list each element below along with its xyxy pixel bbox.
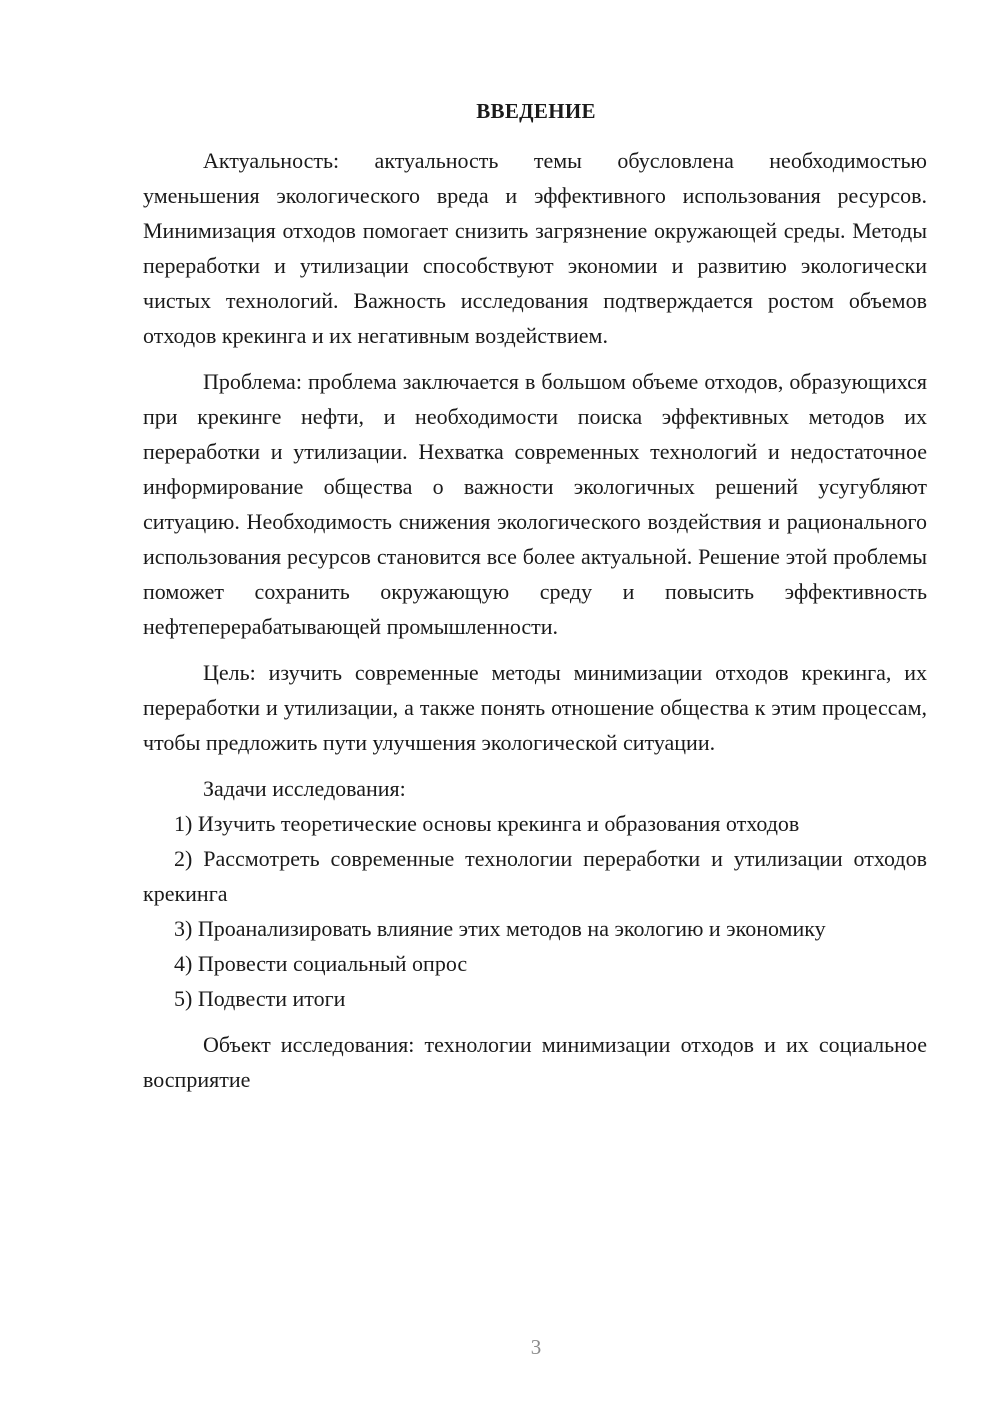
list-item: 4) Провести социальный опрос (174, 951, 468, 976)
paragraph-problem: Проблема: проблема заключается в большом объеме отходов, образующихся при крекинге нефти, и необходимости поиска эффективных методов их переработки и утилизации. Нехватка современных технологий и недостаточное информирование общества о важности экологичных решений усугубляют ситуацию. Необходимость снижения экологического воздействия и рационального использования ресурсов становится все более актуальной. Решение этой проблемы поможет сохранить окружающую среду и повысить эффективность нефтеперерабатывающей промышленности. (143, 369, 927, 639)
tasks-heading: Задачи исследования: (203, 776, 406, 801)
list-item: 3) Проанализировать влияние этих методов на экологию и экономику (174, 916, 826, 941)
list-item: 1) Изучить теоретические основы крекинга и образования отходов (174, 811, 800, 836)
page-title: ВВЕДЕНИЕ (476, 99, 596, 123)
list-item: 2) Рассмотреть современные технологии переработки и утилизации отходов крекинга (143, 846, 927, 906)
document-body (143, 143, 927, 1097)
list-item: 5) Подвести итоги (174, 986, 346, 1011)
paragraph-relevance: Актуальность: актуальность темы обусловлена необходимостью уменьшения экологического вреда и эффективного использования ресурсов. Минимизация отходов помогает снизить загрязнение окружающей среды. Методы переработки и утилизации способствуют экономии и развитию экологически чистых технологий. Важность исследования подтверждается ростом объемов отходов крекинга и их негативным воздействием. (143, 148, 927, 348)
page-number: 3 (530, 1335, 542, 1359)
paragraph-object: Объект исследования: технологии минимизации отходов и их социальное восприятие (143, 1032, 927, 1092)
paragraph-goal: Цель: изучить современные методы минимизации отходов крекинга, их переработки и утилизации, а также понять отношение общества к этим процессам, чтобы предложить пути улучшения экологической ситуации. (143, 660, 927, 755)
